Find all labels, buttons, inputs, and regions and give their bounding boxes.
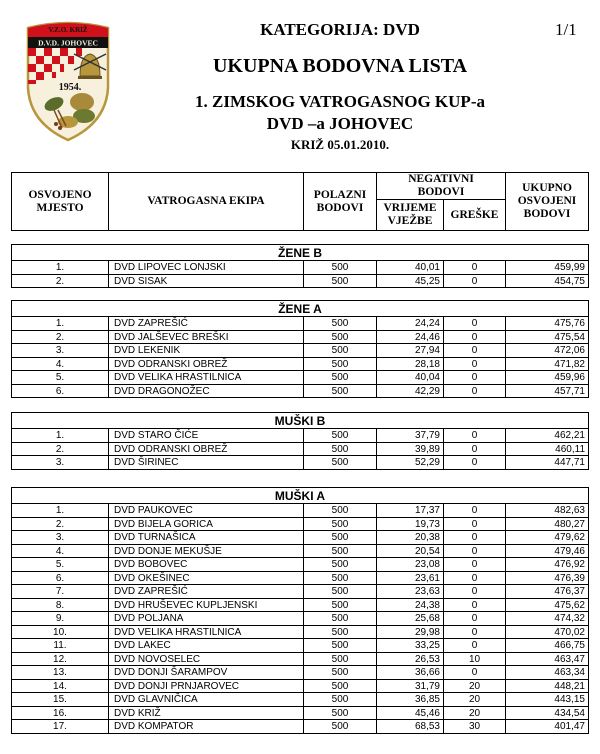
cell-exercise-time: 26,53 [377,653,444,666]
cell-place: 7. [12,585,109,598]
cell-total-points: 443,15 [554,694,585,705]
cell-errors: 0 [444,371,506,384]
cell-place: 2. [12,443,109,456]
cell-errors: 20 [444,680,506,693]
cell-start-points: 500 [304,626,377,639]
cell-total-points: 474,32 [554,613,585,624]
cell-errors: 0 [444,317,506,330]
cell-total-points: 466,75 [554,640,585,651]
cell-total-points: 476,39 [554,572,585,584]
table-row [12,456,588,470]
cell-place: 3. [12,344,109,357]
cell-place: 14. [12,680,109,693]
cell-total-points: 460,11 [555,443,585,455]
cell-place: 11. [12,639,109,652]
cell-place: 13. [12,666,109,679]
cell-exercise-time: 42,29 [377,385,444,398]
cell-exercise-time: 20,38 [377,531,444,544]
table-row [12,720,588,734]
cell-errors: 0 [444,572,506,585]
cell-total-points: 472,06 [554,345,585,356]
cell-team: DVD HRUŠEVEC KUPLJENSKI [109,599,304,612]
cell-place: 6. [12,572,109,585]
table-row [12,680,588,694]
cell-team: DVD ZAPREŠIĆ [109,585,304,598]
cell-errors: 0 [444,599,506,612]
section-title: MUŠKI A [12,488,588,504]
table-row [12,518,588,532]
table-row [12,585,588,599]
cell-place: 5. [12,558,109,571]
cell-team: DVD STARO ČIĆE [109,429,304,442]
cell-exercise-time: 25,68 [377,612,444,625]
cell-total-points: 434,54 [554,707,585,719]
cell-place: 15. [12,693,109,706]
cell-team: DVD LIPOVEC LONJSKI [109,261,304,274]
cell-exercise-time: 40,01 [377,261,444,274]
cell-start-points: 500 [304,558,377,571]
cell-team: DVD BOBOVEC [109,558,304,571]
cell-total-points: 448,21 [554,680,585,692]
cell-place: 2. [12,331,109,344]
cell-team: DVD TURNAŠICA [109,531,304,544]
table-row [12,558,588,572]
table-row [12,626,588,640]
cell-errors: 0 [444,531,506,544]
cell-errors: 0 [444,545,506,558]
cell-place: 3. [12,456,109,469]
cell-start-points: 500 [304,358,377,371]
cell-start-points: 500 [304,518,377,531]
logo-year: 1954. [58,82,82,93]
section-title: ŽENE A [12,301,588,317]
cell-place: 5. [12,371,109,384]
cell-exercise-time: 20,54 [377,545,444,558]
cell-exercise-time: 45,25 [377,275,444,288]
cell-exercise-time: 40,04 [377,371,444,384]
cell-team: DVD VELIKA HRASTILNICA [109,371,304,384]
cell-start-points: 500 [304,456,377,469]
cell-exercise-time: 17,37 [377,504,444,517]
table-row [12,429,588,443]
cell-errors: 0 [444,504,506,517]
cell-total-points: 470,02 [554,626,585,638]
category-title: KATEGORIJA: DVD [260,20,420,39]
table-row [12,358,588,372]
cell-team: DVD LEKENIK [109,344,304,357]
col-header-total-points: UKUPNO OSVOJENI BODOVI [517,182,577,220]
cell-exercise-time: 23,63 [377,585,444,598]
cell-start-points: 500 [304,572,377,585]
cell-team: DVD KOMPATOR [109,720,304,733]
section-table [11,487,589,734]
cell-team: DVD JALŠEVEC BREŠKI [109,331,304,344]
cell-start-points: 500 [304,385,377,398]
cell-exercise-time: 39,89 [377,443,444,456]
cell-start-points: 500 [304,261,377,274]
cell-start-points: 500 [304,639,377,652]
cell-exercise-time: 24,24 [377,317,444,330]
cell-start-points: 500 [304,371,377,384]
cell-team: DVD BIJELA GORICA [109,518,304,531]
cell-team: DVD ZAPREŠIĆ [109,317,304,330]
table-row [12,666,588,680]
cell-total-points: 447,71 [554,457,585,468]
table-row [12,443,588,457]
section-table [11,300,589,398]
table-row [12,371,588,385]
section-title: ŽENE B [12,245,588,261]
cell-errors: 20 [444,707,506,720]
cell-exercise-time: 37,79 [377,429,444,442]
cell-team: DVD DONJI PRNJAROVEC [109,680,304,693]
col-header-team: VATROGASNA EKIPA [109,173,304,230]
cell-start-points: 500 [304,504,377,517]
cell-errors: 0 [444,612,506,625]
cell-start-points: 500 [304,585,377,598]
cell-team: DVD OKEŠINEC [109,572,304,585]
cell-start-points: 500 [304,612,377,625]
cell-exercise-time: 27,94 [377,344,444,357]
cell-errors: 0 [444,331,506,344]
table-row [12,545,588,559]
table-row [12,707,588,721]
cell-total-points: 463,47 [554,653,585,665]
cell-start-points: 500 [304,693,377,706]
cell-team: DVD ODRANSKI OBREŽ [109,443,304,456]
cell-start-points: 500 [304,317,377,330]
cell-exercise-time: 29,98 [377,626,444,639]
cell-place: 8. [12,599,109,612]
table-row [12,261,588,275]
table-row [12,639,588,653]
cell-start-points: 500 [304,344,377,357]
cell-errors: 0 [444,666,506,679]
cell-start-points: 500 [304,653,377,666]
cell-team: DVD ODRANSKI OBREŽ [109,358,304,371]
cell-place: 12. [12,653,109,666]
page-number: 1/1 [555,20,577,39]
cell-place: 1. [12,504,109,517]
cell-start-points: 500 [304,531,377,544]
host-organization: DVD –a JOHOVEC [266,114,414,133]
cell-total-points: 457,71 [554,385,585,397]
cell-errors: 0 [444,456,506,469]
cell-errors: 0 [444,358,506,371]
cell-exercise-time: 24,38 [377,599,444,612]
cell-place: 4. [12,358,109,371]
cell-team: DVD GLAVNIČICA [109,693,304,706]
document-title: UKUPNA BODOVNA LISTA [212,55,468,77]
col-header-negative-points [377,173,506,230]
event-date: KRIŽ 05.01.2010. [290,137,390,152]
cell-team: DVD ŠIRINEC [109,456,304,469]
table-row [12,599,588,613]
cell-place: 1. [12,261,109,274]
cell-total-points: 482,63 [554,505,585,516]
col-header-negative-group: NEGATIVNI BODOVI [377,173,505,200]
cell-total-points: 480,27 [554,518,585,530]
cell-start-points: 500 [304,275,377,288]
cell-errors: 0 [444,429,506,442]
table-row [12,317,588,331]
cell-total-points: 401,47 [554,721,585,732]
cell-team: DVD NOVOSELEC [109,653,304,666]
cell-errors: 0 [444,385,506,398]
cell-total-points: 471,82 [554,358,585,370]
cell-total-points: 463,34 [554,667,585,678]
cell-exercise-time: 24,46 [377,331,444,344]
cell-team: DVD VELIKA HRASTILNICA [109,626,304,639]
cell-errors: 0 [444,639,506,652]
section-table [11,412,589,470]
cell-errors: 0 [444,344,506,357]
cell-total-points: 475,54 [554,331,585,343]
section-title: MUŠKI B [12,413,588,429]
cell-exercise-time: 28,18 [377,358,444,371]
cell-exercise-time: 31,79 [377,680,444,693]
cell-place: 2. [12,275,109,288]
col-header-errors: GREŠKE [450,208,499,221]
cell-total-points: 454,75 [554,275,585,287]
cell-errors: 20 [444,693,506,706]
cell-errors: 0 [444,261,506,274]
cell-place: 1. [12,429,109,442]
cell-exercise-time: 23,08 [377,558,444,571]
cell-errors: 0 [444,585,506,598]
cell-errors: 0 [444,558,506,571]
logo-top-text: V.Z.O. KRIŽ [48,26,88,34]
cell-place: 16. [12,707,109,720]
cell-start-points: 500 [304,429,377,442]
cell-team: DVD SISAK [109,275,304,288]
cell-exercise-time: 33,25 [377,639,444,652]
cell-total-points: 459,99 [554,262,585,273]
cell-start-points: 500 [304,331,377,344]
table-row [12,385,588,399]
logo-band-text: D.V.D. JOHOVEC [38,38,98,48]
cell-errors: 0 [444,443,506,456]
col-header-start-points: POLAZNI BODOVI [304,173,377,230]
cell-exercise-time: 52,29 [377,456,444,469]
table-row [12,612,588,626]
cell-team: DVD DONJE MEKUŠJE [109,545,304,558]
cell-total-points: 462,21 [554,430,585,441]
cell-place: 10. [12,626,109,639]
cell-total-points: 459,96 [554,372,585,383]
cell-team: DVD DONJI ŠARAMPOV [109,666,304,679]
cell-team: DVD PAUKOVEC [109,504,304,517]
cell-start-points: 500 [304,707,377,720]
cell-errors: 30 [444,720,506,733]
table-row [12,572,588,586]
table-row [12,331,588,345]
cell-exercise-time: 68,53 [377,720,444,733]
cell-exercise-time: 36,66 [377,666,444,679]
cell-place: 6. [12,385,109,398]
table-row [12,531,588,545]
cell-team: DVD KRIŽ [109,707,304,720]
cell-total-points: 476,37 [554,586,585,597]
cell-place: 1. [12,317,109,330]
cell-errors: 10 [444,653,506,666]
col-header-place: OSVOJENO MJESTO [12,173,109,230]
cell-exercise-time: 36,85 [377,693,444,706]
cell-start-points: 500 [304,666,377,679]
cell-place: 17. [12,720,109,733]
cell-total-points: 475,62 [554,599,585,611]
cell-place: 9. [12,612,109,625]
cell-start-points: 500 [304,443,377,456]
col-header-exercise-time: VRIJEME VJEŽBE [377,200,444,230]
cell-start-points: 500 [304,545,377,558]
cell-start-points: 500 [304,720,377,733]
cell-exercise-time: 23,61 [377,572,444,585]
table-row [12,344,588,358]
fire-brigade-crest-logo [24,18,112,142]
cell-total-points: 475,76 [554,318,585,329]
cell-place: 4. [12,545,109,558]
cell-team: DVD POLJANA [109,612,304,625]
cell-errors: 0 [444,626,506,639]
table-row [12,275,588,289]
cell-place: 2. [12,518,109,531]
table-row [12,504,588,518]
cell-total-points: 476,92 [554,559,585,570]
competition-name: 1. ZIMSKOG VATROGASNOG KUP-a [195,92,485,111]
cell-start-points: 500 [304,680,377,693]
cell-exercise-time: 19,73 [377,518,444,531]
cell-team: DVD LAKEC [109,639,304,652]
cell-place: 3. [12,531,109,544]
cell-team: DVD DRAGONOŽEC [109,385,304,398]
cell-exercise-time: 45,46 [377,707,444,720]
cell-start-points: 500 [304,599,377,612]
table-row [12,653,588,667]
cell-errors: 0 [444,275,506,288]
cell-total-points: 479,62 [554,532,585,543]
column-header [11,172,589,231]
cell-errors: 0 [444,518,506,531]
cell-total-points: 479,46 [554,545,585,557]
section-table [11,244,589,288]
table-row [12,693,588,707]
